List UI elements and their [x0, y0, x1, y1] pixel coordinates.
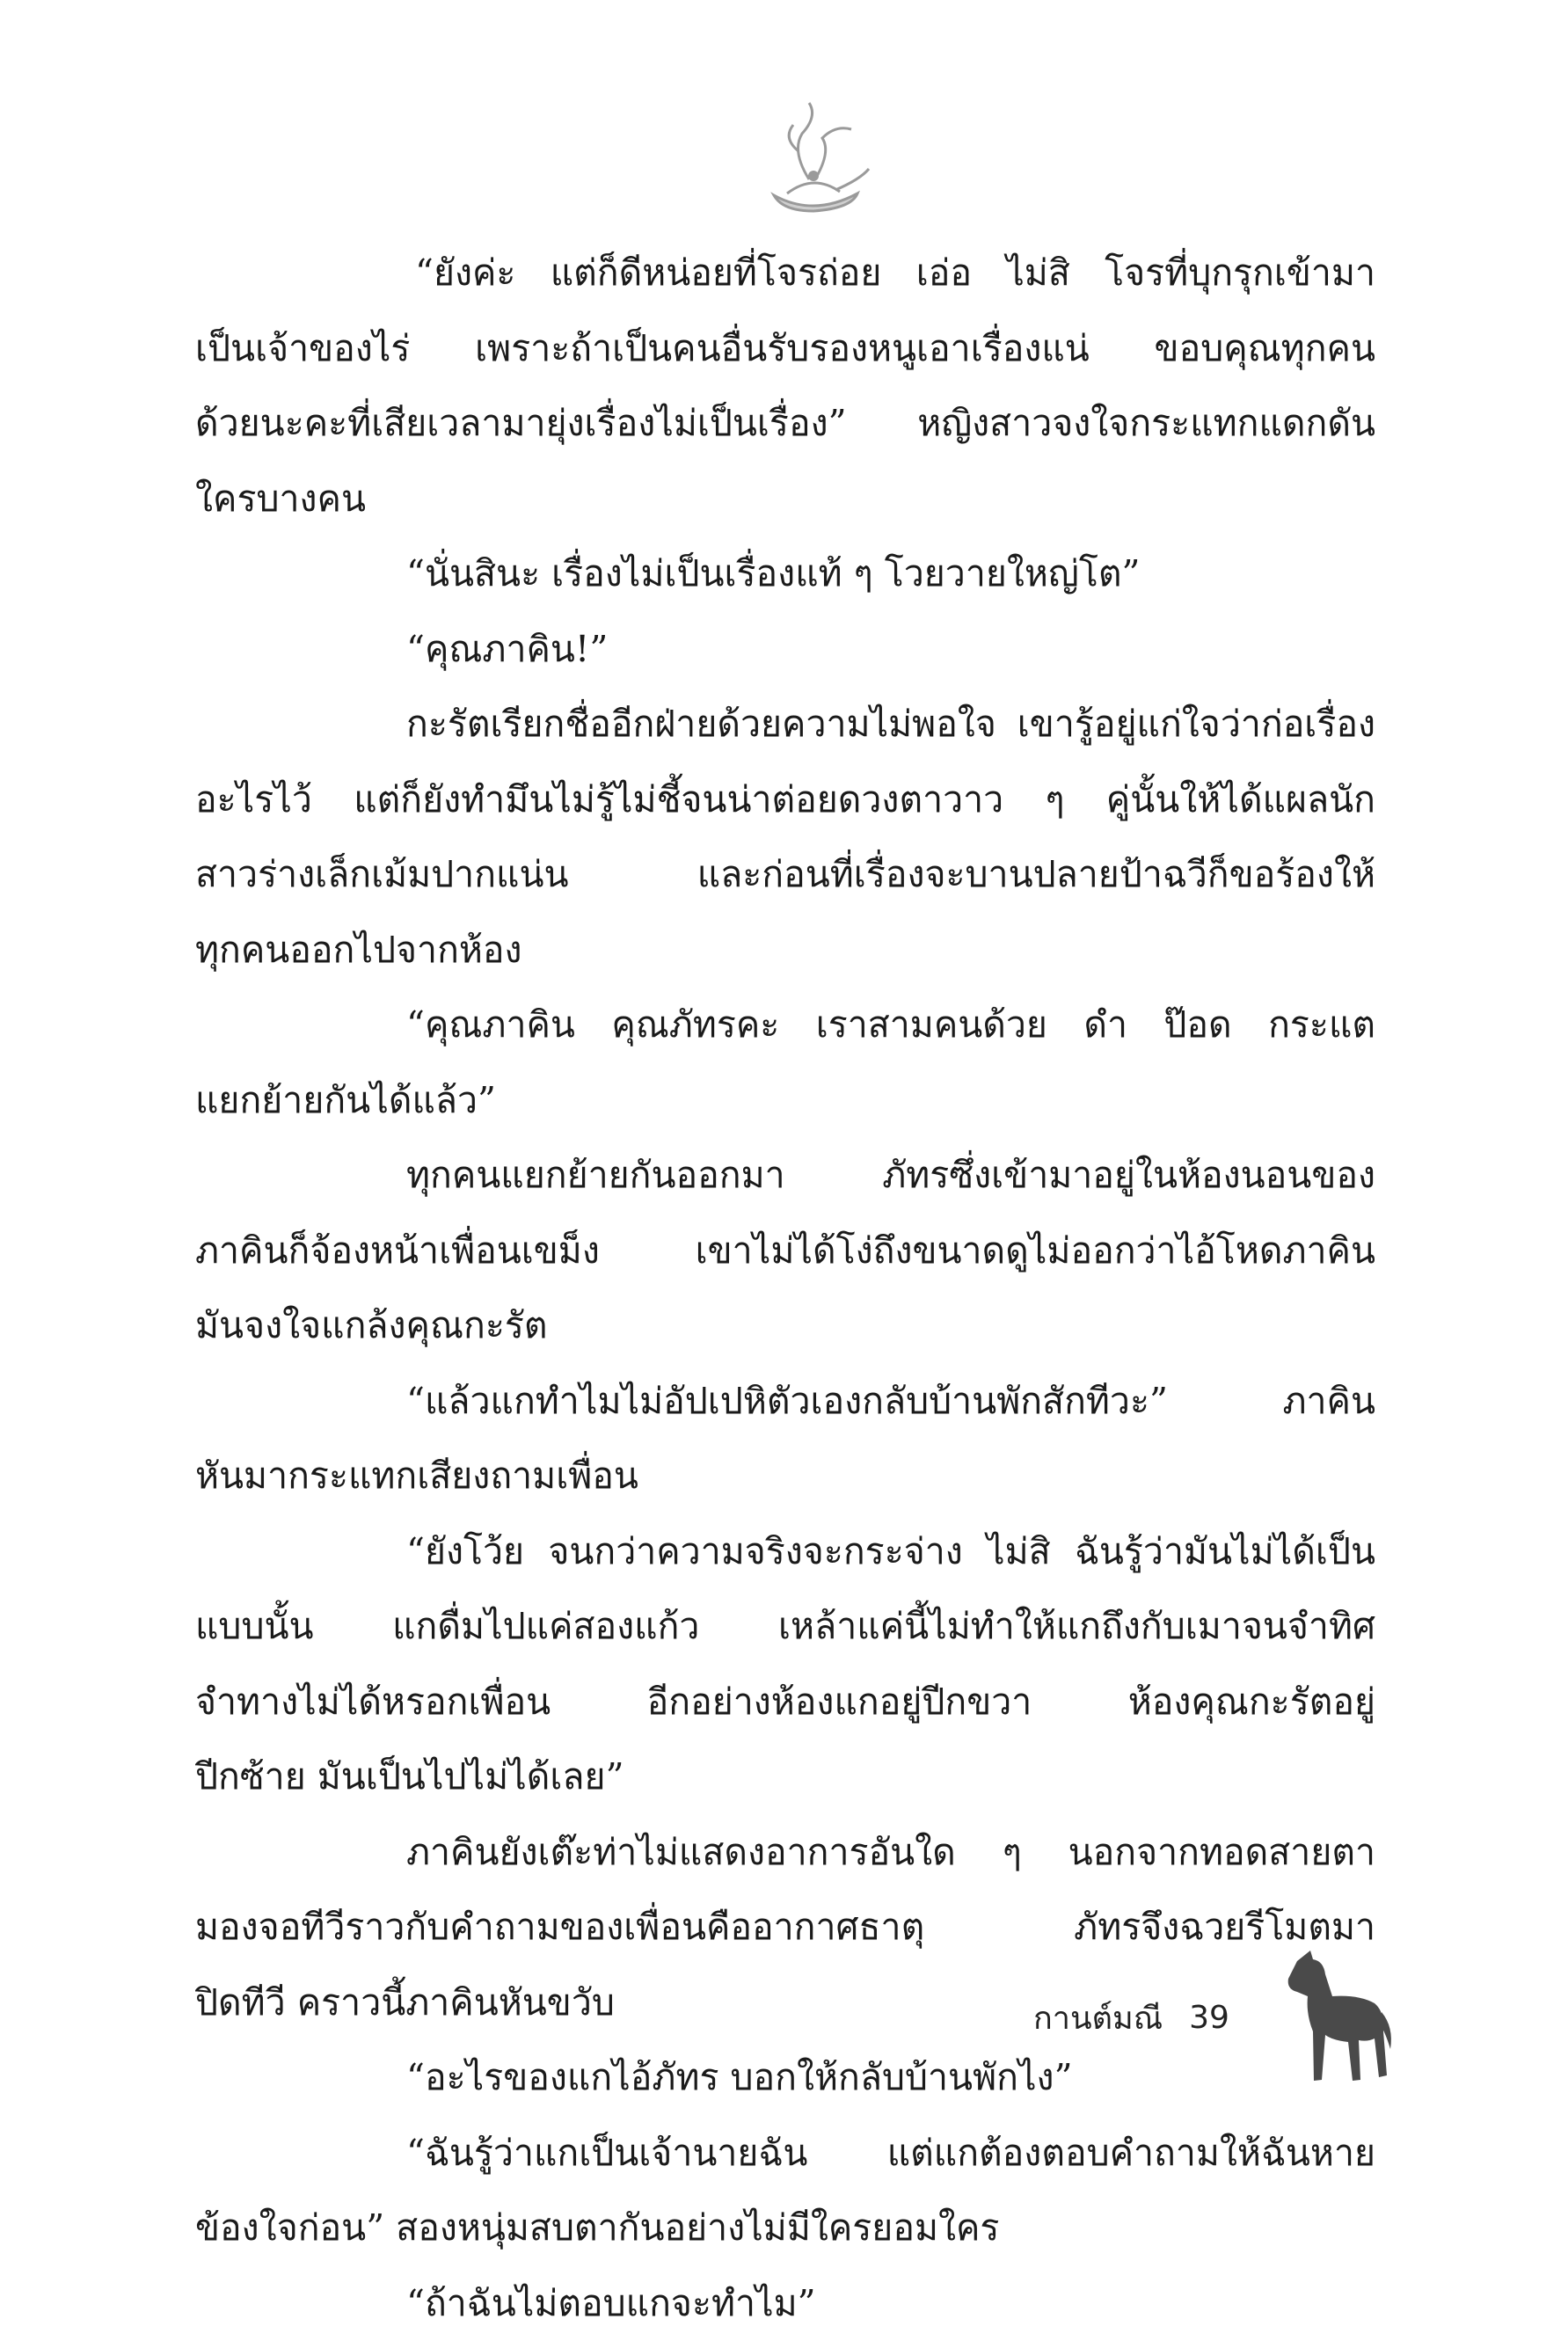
text-line: ปิดทีวี คราวนี้ภาคินหันขวับ — [195, 1965, 1375, 2041]
text-line: อะไรไว้ แต่ก็ยังทำมึนไม่รู้ไม่ชี้จนน่าต่อยดวงตาวาว ๆ คู่นั้นให้ได้แผลนัก — [195, 762, 1375, 838]
text-line: ภาคินก็จ้องหน้าเพื่อนเขม็ง เขาไม่ได้โง่ถึงขนาดดูไม่ออกว่าไอ้โหดภาคิน — [195, 1214, 1375, 1289]
text-line: ด้วยนะคะที่เสียเวลามายุ่งเรื่องไม่เป็นเรื่อง” หญิงสาวจงใจกระแทกแดกดัน — [195, 386, 1375, 462]
text-line: สาวร่างเล็กเม้มปากแน่น และก่อนที่เรื่องจะบานปลายป้าฉวีก็ขอร้องให้ — [195, 837, 1375, 913]
text-line: จำทางไม่ได้หรอกเพื่อน อีกอย่างห้องแกอยู่ปีกขวา ห้องคุณกะรัตอยู่ — [195, 1665, 1375, 1740]
text-line: “ยังค่ะ แต่ก็ดีหน่อยที่โจรถ่อย เอ่อ ไม่สิ โจรที่บุกรุกเข้ามา — [195, 236, 1375, 311]
text-line: มองจอทีวีราวกับคำถามของเพื่อนคืออากาศธาตุ ภัทรจึงฉวยรีโมตมา — [195, 1890, 1375, 1965]
author-name: กานต์มณี — [1033, 1993, 1163, 2043]
horse-icon — [1262, 1944, 1394, 2093]
text-line: “แล้วแกทำไมไม่อัปเปหิตัวเองกลับบ้านพักสักทีวะ” ภาคิน — [195, 1364, 1375, 1440]
text-line: “คุณภาคิน!” — [195, 612, 1375, 688]
text-line: “ยังโว้ย จนกว่าความจริงจะกระจ่าง ไม่สิ ฉันรู้ว่ามันไม่ได้เป็น — [195, 1514, 1375, 1590]
text-line: เป็นเจ้าของไร่ เพราะถ้าเป็นคนอื่นรับรองหนูเอาเรื่องแน่ ขอบคุณทุกคน — [195, 311, 1375, 387]
teapot-lamp-icon — [748, 98, 879, 230]
text-line: ทุกคนออกไปจากห้อง — [195, 913, 1375, 988]
text-line: ใครบางคน — [195, 462, 1375, 537]
text-line: “คุณภาคิน คุณภัทรคะ เราสามคนด้วย ดำ ป๊อด กระแต — [195, 988, 1375, 1063]
text-line: “ถ้าฉันไม่ตอบแกจะทำไม” — [195, 2266, 1375, 2341]
text-line: กะรัตเรียกชื่ออีกฝ่ายด้วยความไม่พอใจ เขารู้อยู่แก่ใจว่าก่อเรื่อง — [195, 687, 1375, 762]
text-line: แยกย้ายกันได้แล้ว” — [195, 1063, 1375, 1139]
page-number: 39 — [1189, 2000, 1229, 2036]
text-line: “อะไรของแกไอ้ภัทร บอกให้กลับบ้านพักไง” — [195, 2040, 1375, 2116]
text-line: ปีกซ้าย มันเป็นไปไม่ได้เลย” — [195, 1739, 1375, 1815]
text-line: ทุกคนแยกย้ายกันออกมา ภัทรซึ่งเข้ามาอยู่ในห้องนอนของ — [195, 1138, 1375, 1214]
text-line: “นั่นสินะ เรื่องไม่เป็นเรื่องแท้ ๆ โวยวายใหญ่โต” — [195, 536, 1375, 612]
text-line: ภาคินยังเต๊ะท่าไม่แสดงอาการอันใด ๆ นอกจากทอดสายตา — [195, 1815, 1375, 1891]
text-line: แบบนั้น แกดื่มไปแค่สองแก้ว เหล้าแค่นี้ไม่ทำให้แกถึงกับเมาจนจำทิศ — [195, 1589, 1375, 1665]
text-line: หันมากระแทกเสียงถามเพื่อน — [195, 1439, 1375, 1514]
text-line: “ฉันรู้ว่าแกเป็นเจ้านายฉัน แต่แกต้องตอบคำถามให้ฉันหาย — [195, 2116, 1375, 2191]
text-line: มันจงใจแกล้งคุณกะรัต — [195, 1288, 1375, 1364]
text-line: ข้องใจก่อน” สองหนุ่มสบตากันอย่างไม่มีใครยอมใคร — [195, 2191, 1375, 2266]
page-footer — [1033, 1993, 1229, 2043]
